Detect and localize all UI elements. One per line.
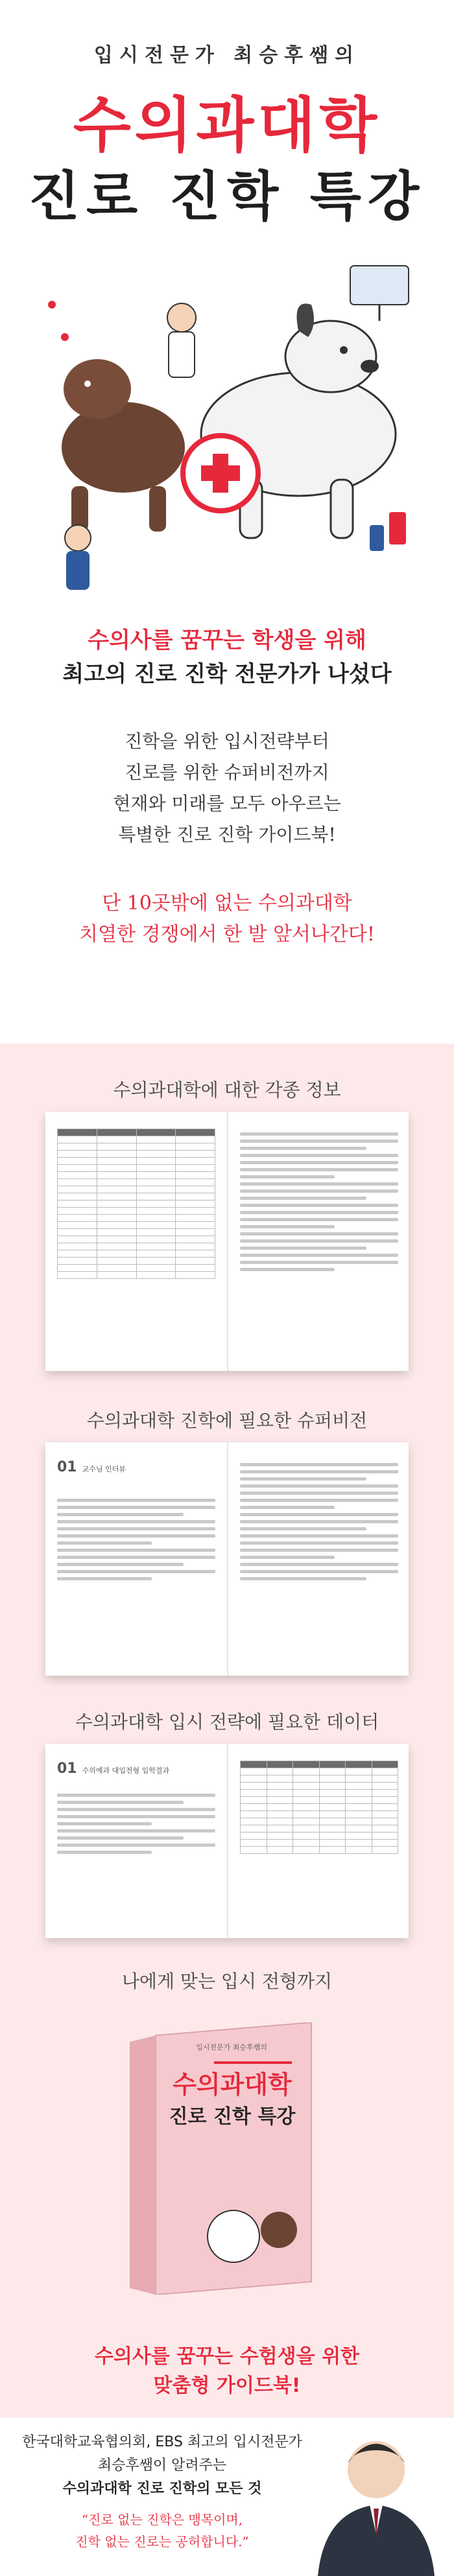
book-spread	[45, 1442, 409, 1676]
hero-title-line2: 진로 진학 특강	[28, 166, 426, 228]
desc-line: 현재와 미래를 모두 아우르는	[113, 793, 341, 814]
author-photo	[305, 2424, 448, 2576]
chapter-heading: 수의예과 대입전형 입학결과	[82, 1766, 170, 1775]
page-right	[228, 1442, 410, 1676]
highlight-line1: 단 10곳밖에 없는 수의과대학	[102, 892, 352, 915]
closing-line1: 수의사를 꿈꾸는 수험생을 위한	[94, 2345, 360, 2368]
page-left	[45, 1744, 227, 1938]
hero-title-line1: 수의과대학	[73, 91, 381, 160]
veterinary-illustration	[26, 240, 428, 603]
quote-line: “진로 없는 진학은 맹목이며,	[81, 2512, 243, 2527]
page-right	[228, 1112, 410, 1371]
desc-line: 특별한 진로 진학 가이드북!	[118, 824, 336, 845]
data-table	[240, 1761, 398, 1854]
page-left	[45, 1112, 227, 1371]
hero-subtitle: 입시전문가 최승후쌤의	[93, 44, 361, 67]
author-line: 수의과대학 진로 진학의 모든 것	[62, 2481, 262, 2497]
highlight-text	[0, 888, 454, 950]
section-title: 수의과대학에 대한 각종 정보	[113, 1079, 341, 1101]
author-section	[0, 2418, 454, 2576]
highlight-line2: 치열한 경쟁에서 한 발 앞서나간다!	[79, 923, 375, 946]
author-quote	[32, 2509, 292, 2553]
hero-description	[0, 726, 454, 850]
section-title: 나에게 맞는 입시 전형까지	[121, 1971, 333, 1992]
hero-section	[0, 0, 454, 1044]
chapter-badge: 01	[57, 1761, 77, 1777]
book-cover-top: 입시전문가 최승후쌤의	[196, 2043, 267, 2052]
quote-line: 진학 없는 진로는 공허합니다.”	[75, 2534, 249, 2549]
chapter-badge: 01	[57, 1459, 77, 1475]
page-left	[45, 1442, 227, 1676]
section-title: 수의과대학 입시 전략에 필요한 데이터	[75, 1711, 379, 1733]
info-table	[57, 1129, 215, 1279]
book-cover-image	[130, 2022, 324, 2295]
closing-line2: 맞춤형 가이드북!	[153, 2374, 301, 2397]
slogan-line1: 수의사를 꿈꾸는 학생을 위해	[88, 627, 366, 653]
desc-line: 진학을 위한 입시전략부터	[125, 731, 329, 752]
book-spread	[45, 1112, 409, 1371]
chapter-heading: 교수님 인터뷰	[82, 1465, 126, 1473]
slogan-line2: 최고의 진로 진학 전문가가 나섰다	[62, 661, 392, 687]
page-right	[228, 1744, 410, 1938]
author-line: 최승후쌤이 알려주는	[97, 2457, 227, 2474]
section-title: 수의과대학 진학에 필요한 슈퍼비전	[86, 1410, 368, 1431]
author-intro	[13, 2431, 311, 2501]
desc-line: 진로를 위한 슈퍼비전까지	[125, 762, 329, 783]
book-cover-title: 수의과대학	[173, 2070, 292, 2099]
book-spread	[45, 1744, 409, 1938]
book-cover-subtitle: 진로 진학 특강	[169, 2105, 296, 2128]
author-line: 한국대학교육협의회, EBS 최고의 입시전문가	[22, 2434, 302, 2450]
